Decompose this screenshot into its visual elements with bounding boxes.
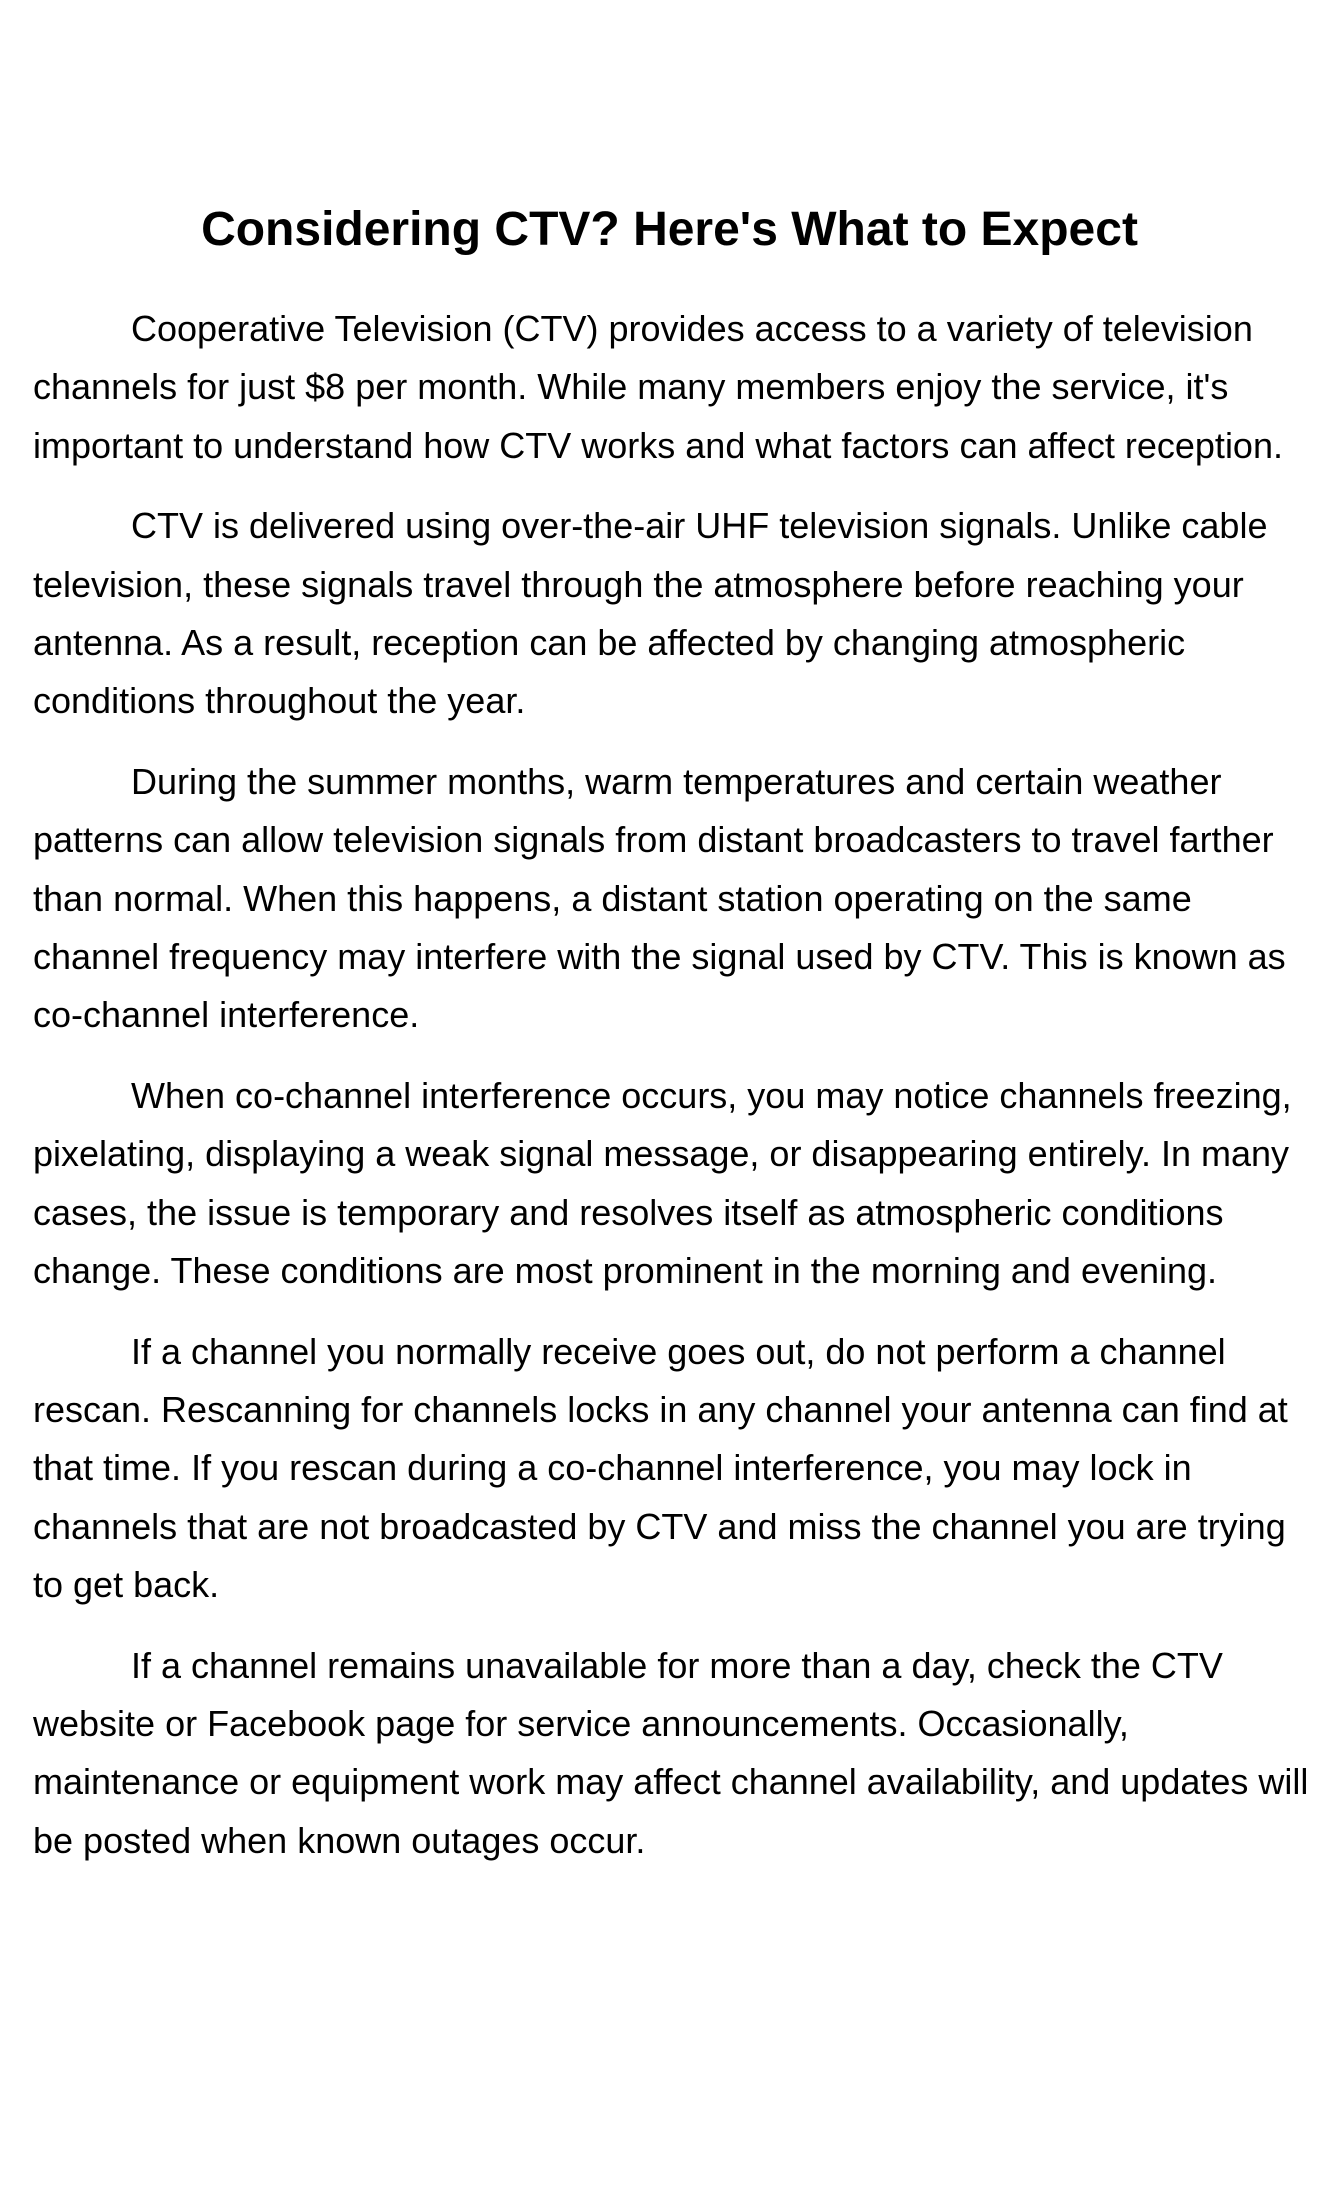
paragraph-no-rescan: If a channel you normally receive goes out, do not perform a channel rescan. Rescanning for channels locks in any channel your antenna can find at that time. If you rescan during a co-channel interference, you may lock in channels that are not broadcasted by CTV and miss the channel you are trying to get back. <box>33 1330 1288 1606</box>
paragraph-summer-interference: During the summer months, warm temperatures and certain weather patterns can allow television signals from distant broadcasters to travel farther than normal. When this happens, a distant station operating on the same channel frequency may interfere with the signal used by CTV. This is known as co-channel interference. <box>33 760 1286 1036</box>
paragraph-announcements: If a channel remains unavailable for more than a day, check the CTV website or Facebook page for service announcements. Occasionally, maintenance or equipment work may affect channel availability, and updates will be posted when known outages occur. <box>33 1644 1309 1861</box>
page-title: Considering CTV? Here's What to Expect <box>201 203 1138 256</box>
paragraph-intro: Cooperative Television (CTV) provides access to a variety of television channels for just $8 per month. While many members enjoy the service, it's important to understand how CTV works and what factors can affect reception. <box>33 308 1283 466</box>
document-body <box>33 300 1323 1892</box>
paragraph-uhf-signals: CTV is delivered using over-the-air UHF television signals. Unlike cable television, these signals travel through the atmosphere before reaching your antenna. As a result, reception can be affected by changing atmospheric conditions throughout the year. <box>33 505 1268 722</box>
paragraph-symptoms: When co-channel interference occurs, you may notice channels freezing, pixelating, displaying a weak signal message, or disappearing entirely. In many cases, the issue is temporary and resolves itself as atmospheric conditions change. These conditions are most prominent in the morning and evening. <box>33 1074 1292 1292</box>
